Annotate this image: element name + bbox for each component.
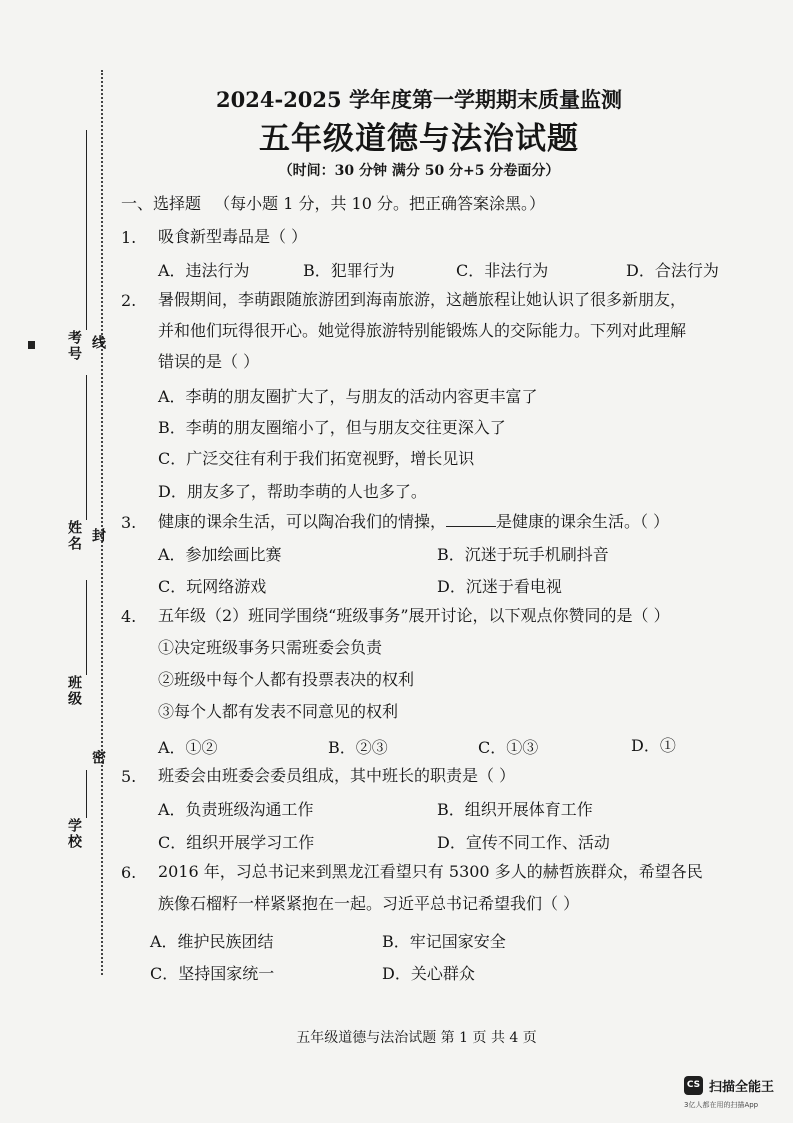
question-stem: 班委会由班委会委员组成，其中班长的职责是（ ） xyxy=(158,766,516,785)
registration-mark xyxy=(28,341,35,349)
answer-option: C．玩网络游戏 xyxy=(158,577,267,596)
answer-option: A．维护民族团结 xyxy=(150,932,274,951)
question-stem: 2016 年，习总书记来到黑龙江看望只有 5300 多人的赫哲族群众，希望各民 xyxy=(158,862,703,881)
section-instructions: （每小题 1 分，共 10 分。把正确答案涂黑。） xyxy=(214,194,545,213)
answer-option: B．②③ xyxy=(328,738,388,757)
school-line xyxy=(86,770,87,818)
question-number: 3. xyxy=(121,513,137,532)
cut-line-mark-feng: 封 xyxy=(90,528,106,544)
stem-text: 是健康的课余生活。（ ） xyxy=(496,512,670,531)
answer-option: A．李萌的朋友圈扩大了，与朋友的活动内容更丰富了 xyxy=(158,387,538,406)
exam-number-label: 考号 xyxy=(66,330,82,362)
answer-option: B．组织开展体育工作 xyxy=(437,800,593,819)
statement-item: ③每个人都有发表不同意见的权利 xyxy=(158,702,399,721)
answer-option: C．广泛交往有利于我们拓宽视野，增长见识 xyxy=(158,449,475,468)
camscanner-logo-icon: CS xyxy=(684,1076,703,1095)
statement-item: ①决定班级事务只需班委会负责 xyxy=(158,638,383,657)
cut-line-mark-mi: 密 xyxy=(90,750,106,766)
question-stem: 暑假期间，李萌跟随旅游团到海南旅游，这趟旅程让她认识了很多新朋友， xyxy=(158,290,687,309)
question-stem: 吸食新型毒品是（ ） xyxy=(158,227,308,246)
exam-subject-title: 五年级道德与法治试题 xyxy=(259,121,579,157)
name-label: 姓名 xyxy=(66,520,82,552)
question-number: 4. xyxy=(121,607,137,626)
statement-item: ②班级中每个人都有投票表决的权利 xyxy=(158,670,415,689)
question-stem: 并和他们玩得很开心。她觉得旅游特别能锻炼人的交际能力。下列对此理解 xyxy=(158,321,687,340)
answer-option: B．沉迷于玩手机刷抖音 xyxy=(437,545,609,564)
question-stem: 错误的是（ ） xyxy=(158,352,260,371)
answer-option: D．合法行为 xyxy=(626,261,719,280)
section-title: 一、选择题 xyxy=(121,194,202,213)
answer-option: A．负责班级沟通工作 xyxy=(158,800,314,819)
answer-option: B．牢记国家安全 xyxy=(382,932,506,951)
answer-option: D．宣传不同工作、活动 xyxy=(437,833,610,852)
class-line xyxy=(86,580,87,675)
question-number: 5. xyxy=(121,767,137,786)
cut-line-mark-xian: 线 xyxy=(90,335,106,351)
answer-option: C．组织开展学习工作 xyxy=(158,833,315,852)
school-label: 学校 xyxy=(66,818,82,850)
question-number: 2. xyxy=(121,291,137,310)
page-footer: 五年级道德与法治试题 第 1 页 共 4 页 xyxy=(296,1030,537,1046)
question-stem: 族像石榴籽一样紧紧抱在一起。习近平总书记希望我们（ ） xyxy=(158,894,580,913)
class-label: 班级 xyxy=(66,675,82,707)
fill-blank xyxy=(446,512,496,527)
exam-time-score: （时间：30 分钟 满分 50 分+5 分卷面分） xyxy=(278,163,560,179)
question-stem xyxy=(158,506,669,538)
binding-dotted-line xyxy=(101,70,103,975)
answer-option: A．①② xyxy=(158,738,218,757)
scanner-app-tagline: 3亿人都在用的扫描App xyxy=(684,1101,759,1109)
name-line xyxy=(86,375,87,520)
question-number: 6. xyxy=(121,863,137,882)
answer-option: B．犯罪行为 xyxy=(303,261,395,280)
answer-option: A．违法行为 xyxy=(158,261,250,280)
question-stem: 五年级（2）班同学围绕“班级事务”展开讨论，以下观点你赞同的是（ ） xyxy=(158,606,670,625)
answer-option: C．坚持国家统一 xyxy=(150,964,275,983)
answer-option: B．李萌的朋友圈缩小了，但与朋友交往更深入了 xyxy=(158,418,506,437)
exam-period-title: 2024-2025 学年度第一学期期末质量监测 xyxy=(216,87,622,112)
answer-option: D．沉迷于看电视 xyxy=(437,577,562,596)
scanner-app-name: 扫描全能王 xyxy=(709,1080,775,1095)
answer-option: C．非法行为 xyxy=(456,261,549,280)
question-number: 1. xyxy=(121,228,137,247)
stem-text: 健康的课余生活，可以陶冶我们的情操， xyxy=(158,512,447,531)
answer-option: C．①③ xyxy=(478,738,539,757)
section-heading xyxy=(121,191,545,214)
answer-option: D．① xyxy=(631,736,676,755)
answer-option: D．关心群众 xyxy=(382,964,475,983)
answer-option: A．参加绘画比赛 xyxy=(158,545,282,564)
answer-option: D．朋友多了，帮助李萌的人也多了。 xyxy=(158,482,427,501)
